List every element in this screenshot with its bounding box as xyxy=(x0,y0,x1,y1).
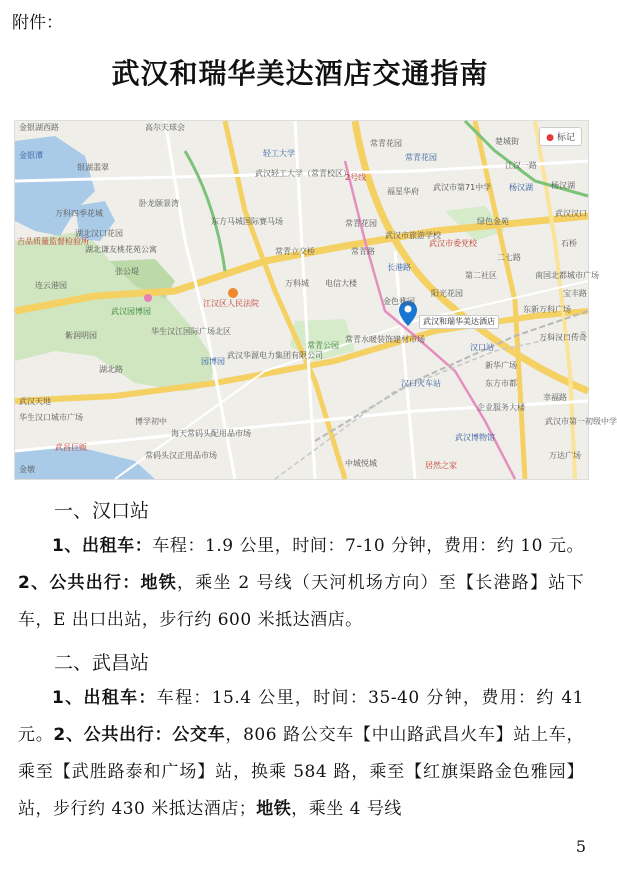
map-label: 石桥 xyxy=(561,239,577,248)
map-label: 万科城 xyxy=(285,279,309,288)
subway-text: ，乘坐 4 号线 xyxy=(291,799,402,819)
taxi-text: 车程：1.9 公里，时间：7-10 分钟，费用：约 10 元。 xyxy=(152,536,584,556)
map-label: 宝丰路 xyxy=(563,289,587,298)
map-label: 博学初中 xyxy=(135,417,167,426)
map-label: 幸福路 xyxy=(543,393,567,402)
map-label: 金色雅园 xyxy=(383,297,415,306)
map-label: 常码头汉正用品市场 xyxy=(145,451,217,460)
map-label: 常青立交桥 xyxy=(275,247,315,256)
section-heading-hankou: 一、汉口站 xyxy=(54,500,150,522)
map-label: 第二社区 xyxy=(465,271,497,280)
map-label: 武汉汉口 xyxy=(555,209,587,218)
public-mode: 地铁 xyxy=(140,573,178,593)
map-label: 杨汉湖 xyxy=(509,183,533,192)
map-label: 万科汉口传奇 xyxy=(539,333,587,342)
marker-button[interactable] xyxy=(539,127,582,146)
map-label: 杨汉湖 xyxy=(551,181,575,190)
map-label: 新华广场 xyxy=(485,361,517,370)
section-heading-wuchang: 二、武昌站 xyxy=(54,652,150,674)
map-label: 园博园 xyxy=(201,357,225,366)
map-label: 常青路 xyxy=(351,247,375,256)
map-label: 2号线 xyxy=(345,173,367,182)
map-label: 轻工大学 xyxy=(263,149,295,158)
pin-icon: ● xyxy=(546,133,554,143)
public-text: ，806 路公交车【中山路武昌火车】站上车，乘至【武胜路泰和广场】站，换乘 584 路，乘至【红旗渠路金色雅园】站，步行约 430 米抵达酒店； xyxy=(18,725,585,819)
map-label: 金银湖西路 xyxy=(19,123,59,132)
map-label: 连云港园 xyxy=(35,281,67,290)
map-label: 吉品质量监督检验所 xyxy=(17,237,89,246)
page-number: 5 xyxy=(575,837,586,856)
map-label: 汉口火车站 xyxy=(401,379,441,388)
map-label: 汉口站 xyxy=(470,343,494,352)
page-title: 武汉和瑞华美达酒店交通指南 xyxy=(111,57,489,90)
map-label: 武汉市委党校 xyxy=(429,239,477,248)
map-label: 福星华府 xyxy=(387,187,419,196)
map-label: 万科四季花城 xyxy=(55,209,103,218)
subway-label: 地铁 xyxy=(256,799,292,819)
map-label: 万达广场 xyxy=(549,451,581,460)
map-label: 武汉园博园 xyxy=(111,307,151,316)
map-label: 湖北路 xyxy=(99,365,123,374)
map-label: 武汉市旅游学校 xyxy=(385,231,441,240)
map[interactable] xyxy=(14,120,617,480)
map-label: 企业服务大楼 xyxy=(477,403,525,412)
map-label: 海天常码头配用品市场 xyxy=(171,429,251,438)
map-label: 东方市都 xyxy=(485,379,517,388)
map-label: 华生汉江国际广场北区 xyxy=(151,327,231,336)
map-label: 阳光花园 xyxy=(431,289,463,298)
map-label: 中城悦城 xyxy=(345,459,377,468)
map-label: 华生汉口城市广场 xyxy=(19,413,83,422)
map-label: 二七路 xyxy=(497,253,521,262)
map-label: 东方马城国际赛马场 xyxy=(211,217,283,226)
map-label: 楚城街 xyxy=(495,137,519,146)
map-label: 银湖翡翠 xyxy=(77,163,109,172)
map-label: 常青花园 xyxy=(370,139,402,148)
map-label: 武昌巨贩 xyxy=(55,443,87,452)
map-label: 武汉博物馆 xyxy=(455,433,495,442)
paragraph-wuchang xyxy=(18,680,584,828)
public-text: ，乘坐 2 号线（天河机场方向）至【长港路】站下车，E 出口出站，步行约 600 米抵达酒店。 xyxy=(18,573,584,630)
marker-button-label: 标记 xyxy=(556,133,575,143)
map-label: 绿色金苑 xyxy=(477,217,509,226)
map-label: 高尔夫球会 xyxy=(145,123,185,132)
public-mode: 公交车 xyxy=(172,725,226,745)
map-label: 江汉区人民法院 xyxy=(203,299,259,308)
map-label: 武汉轻工大学（常青校区） xyxy=(255,169,351,178)
taxi-label: 1、出租车： xyxy=(52,688,157,708)
map-label: 金银潭 xyxy=(19,151,43,160)
map-label: 居然之家 xyxy=(425,461,457,470)
map-label: 湖北谦友桃花苑公寓 xyxy=(85,245,157,254)
public-label: 2、公共出行： xyxy=(53,725,173,745)
paragraph-hankou xyxy=(18,528,584,639)
map-label: 常青花园 xyxy=(345,219,377,228)
map-label: 武汉市第71中学 xyxy=(433,183,492,192)
map-label: 张公堤 xyxy=(115,267,139,276)
map-label: 南国北都城市广场 xyxy=(535,271,599,280)
hotel-label[interactable]: 武汉和瑞华美达酒店 xyxy=(419,315,499,329)
map-label: 长港路 xyxy=(387,263,411,272)
map-label: 卧龙颐景湾 xyxy=(139,199,179,208)
public-label: 2、公共出行： xyxy=(18,573,141,593)
map-label: 江汉一路 xyxy=(505,161,537,170)
map-label: 常青公园 xyxy=(307,341,339,350)
taxi-text: 车程：15.4 公里，时间：35-40 分钟，费用：约 41 元。 xyxy=(18,688,584,745)
map-label: 紫润明园 xyxy=(65,331,97,340)
map-label: 东新万科广场 xyxy=(523,305,571,314)
map-label: 电信大楼 xyxy=(325,279,357,288)
annex-label: 附件： xyxy=(12,13,63,33)
map-label: 武汉天地 xyxy=(19,397,51,406)
map-label: 金墩 xyxy=(19,465,35,474)
map-label: 常青花园 xyxy=(405,153,437,162)
map-label: 武汉华源电力集团有限公司 xyxy=(227,351,323,360)
map-label: 湖北汉口花园 xyxy=(75,229,123,238)
map-label: 武汉市第一初级中学 xyxy=(545,417,617,426)
taxi-label: 1、出租车： xyxy=(52,536,153,556)
map-label: 常青水暖装饰建材市场 xyxy=(345,335,425,344)
